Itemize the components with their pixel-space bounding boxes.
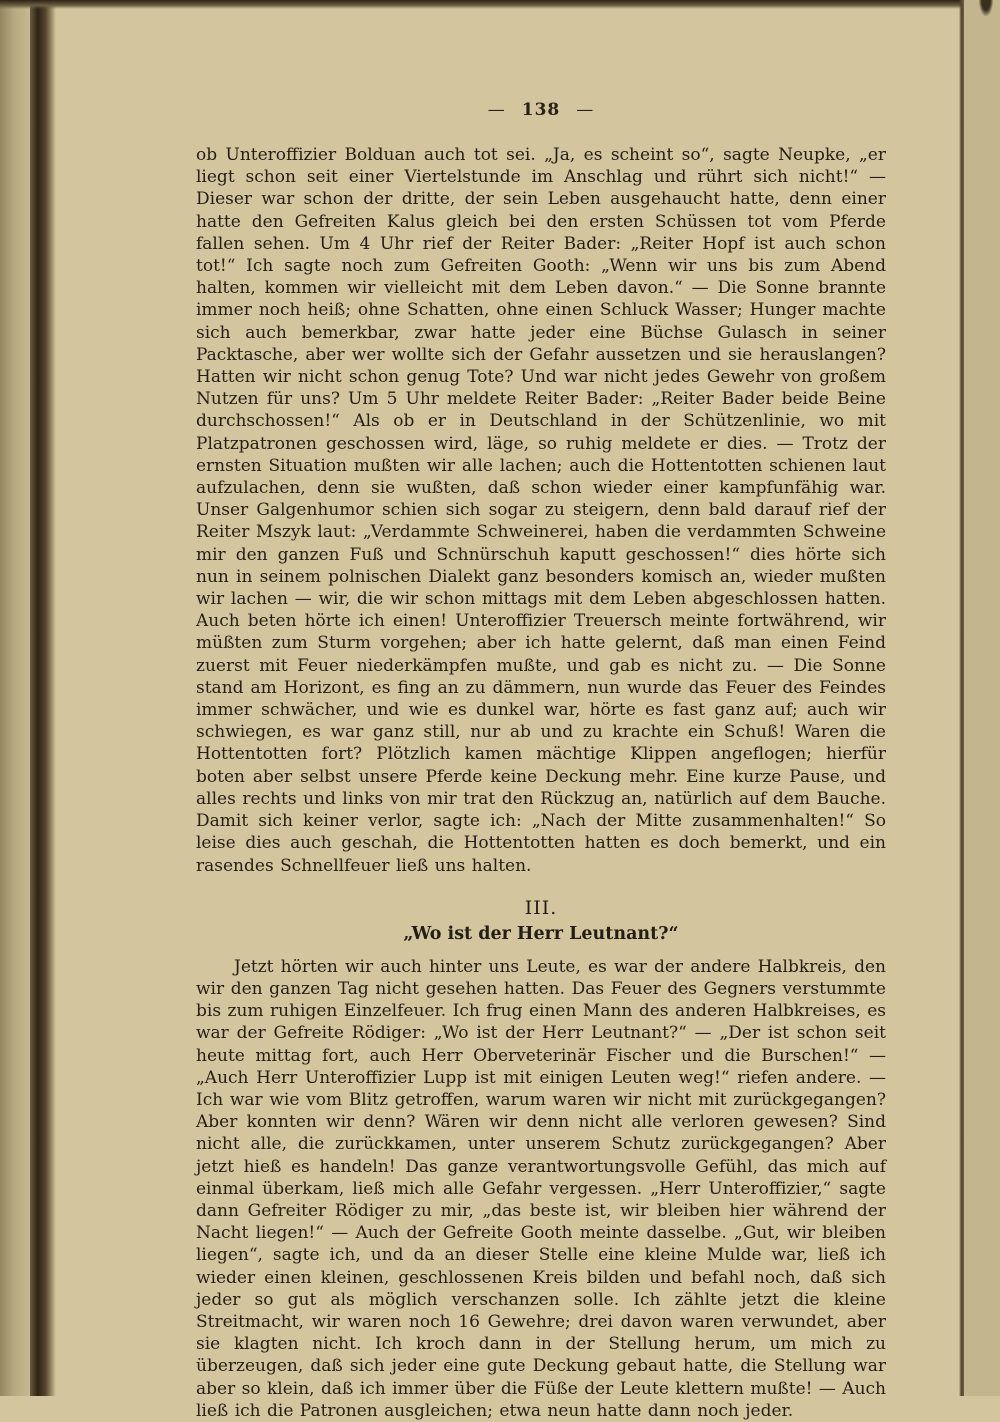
- binding-gutter-shadow: [30, 0, 56, 1396]
- chapter-title: „Wo ist der Herr Leutnant?“: [403, 923, 679, 944]
- right-margin-strip: [964, 0, 1000, 1396]
- paragraph-continuation: ob Unteroffizier Bolduan auch tot sei. „Ja, es scheint so“, sagte Neupke, „er liegt schon seit einer Viertelstunde im Anschlag und rührt sich nicht!“ — Dieser war schon der dritte, der sein Leben ausgehaucht hatte, denn einer hatte den Gefreiten Kalus gleich bei den ersten Schüssen tot vom Pferde fallen sehen. Um 4 Uhr rief der Reiter Bader: „Reiter Hopf ist auch schon tot!“ Ich sagte noch zum Gefreiten Gooth: „Wenn wir uns bis zum Abend halten, kommen wir vielleicht mit dem Leben davon.“ — Die Sonne brannte immer noch heiß; ohne Schatten, ohne einen Schluck Wasser; Hunger machte sich auch bemerkbar, zwar hatte jeder eine Büchse Gulasch in seiner Packtasche, aber wer wollte sich der Gefahr aussetzen und sie herauslangen? Hatten wir nicht schon genug Tote? Und war nicht jedes Gewehr von großem Nutzen für uns? Um 5 Uhr meldete Reiter Bader: „Reiter Bader beide Beine durchschossen!“ Als ob er in Deutschland in der Schützenlinie, wo mit Platzpatronen geschossen wird, läge, so ruhig meldete er dies. — Trotz der ernsten Situation mußten wir alle lachen; auch die Hottentotten schienen laut aufzulachen, denn sie wußten, daß schon wieder einer kampfunfähig war. Unser Galgenhumor schien sich sogar zu steigern, denn bald darauf rief der Reiter Mszyk laut: „Verdammte Schweinerei, haben die verdammten Schweine mir den ganzen Fuß und Schnürschuh kaputt geschossen!“ dies hörte sich nun in seinem polnischen Dialekt ganz besonders komisch an, wieder mußten wir lachen — wir, die wir schon mittags mit dem Leben abgeschlossen hatten. Auch beten hörte ich einen! Unteroffizier Treuersch meinte fortwährend, wir müßten zum Sturm vorgehen; aber ich hatte gelernt, daß man einen Feind zuerst mit Feuer niederkämpfen mußte, und gab es nicht zu. — Die Sonne stand am Horizont, es fing an zu dämmern, nun wurde das Feuer des Feindes immer schwächer, und wie es dunkel war, hörte es fast ganz auf; auch wir schwiegen, es war ganz still, nur ab und zu krachte ein Schuß! Waren die Hottentotten fort? Plötzlich kamen mächtige Klippen angeflogen; hierfür boten aber selbst unsere Pferde keine Deckung mehr. Eine kurze Pause, und alles rechts und links von mir trat den Rückzug an, natürlich auf dem Bauche. Damit sich keiner verlor, sagte ich: „Nach der Mitte zusammenhalten!“ So leise dies auch geschah, die Hottentotten hatten es doch bemerkt, und ein rasendes Schnellfeuer ließ uns halten.: [196, 145, 886, 876]
- paragraph: Jetzt hörten wir auch hinter uns Leute, es war der andere Halbkreis, den wir den ganzen Tag nicht gesehen hatten. Das Feuer des Gegners verstummte bis zum ruhigen Einzelfeuer. Ich frug einen Mann des anderen Halbkreises, es war der Gefreite Rödiger: „Wo ist der Herr Leutnant?“ — „Der ist schon seit heute mittag fort, auch Herr Oberveterinär Fischer und die Burschen!“ — „Auch Herr Unteroffizier Lupp ist mit einigen Leuten weg!“ riefen andere. — Ich war wie vom Blitz getroffen, warum waren wir nicht mit zurückgegangen? Aber konnten wir denn? Wären wir denn nicht alle verloren gewesen? Sind nicht alle, die zurückkamen, unter unserem Schutz zurückgegangen? Aber jetzt hieß es handeln! Das ganze verantwortungsvolle Gefühl, das mich auf einmal überkam, ließ mich alle Gefahr vergessen. „Herr Unteroffizier,“ sagte dann Gefreiter Rödiger zu mir, „das beste ist, wir bleiben hier während der Nacht liegen!“ — Auch der Gefreite Gooth meinte dasselbe. „Gut, wir bleiben liegen“, sagte ich, und da an dieser Stelle eine kleine Mulde war, ließ ich wieder einen kleinen, geschlossenen Kreis bilden und befahl noch, daß sich jeder so gut als möglich verschanzen solle. Ich zählte jetzt die kleine Streitmacht, wir waren noch 16 Gewehre; drei davon waren verwundet, aber sie klagten nicht. Ich kroch dann in der Stellung herum, um mich zu überzeugen, daß sich jeder eine gute Deckung gebaut hatte, die Stellung war aber so klein, daß ich immer über die Füße der Leute klettern mußte! — Auch ließ ich die Patronen ausgleichen; etwa neun hatte dann noch jeder.: [196, 956, 886, 1421]
- page-header: [196, 100, 886, 120]
- header-dash-left: —: [487, 100, 506, 120]
- section-heading: [196, 897, 886, 944]
- top-edge-shadow: [0, 0, 1000, 9]
- text-block: [196, 100, 886, 1422]
- section-number: III.: [524, 896, 558, 919]
- scan-artifact: [979, 0, 993, 16]
- page-left-margin: [0, 0, 30, 1396]
- page-number: 138: [521, 100, 561, 120]
- header-dash-right: —: [576, 100, 595, 120]
